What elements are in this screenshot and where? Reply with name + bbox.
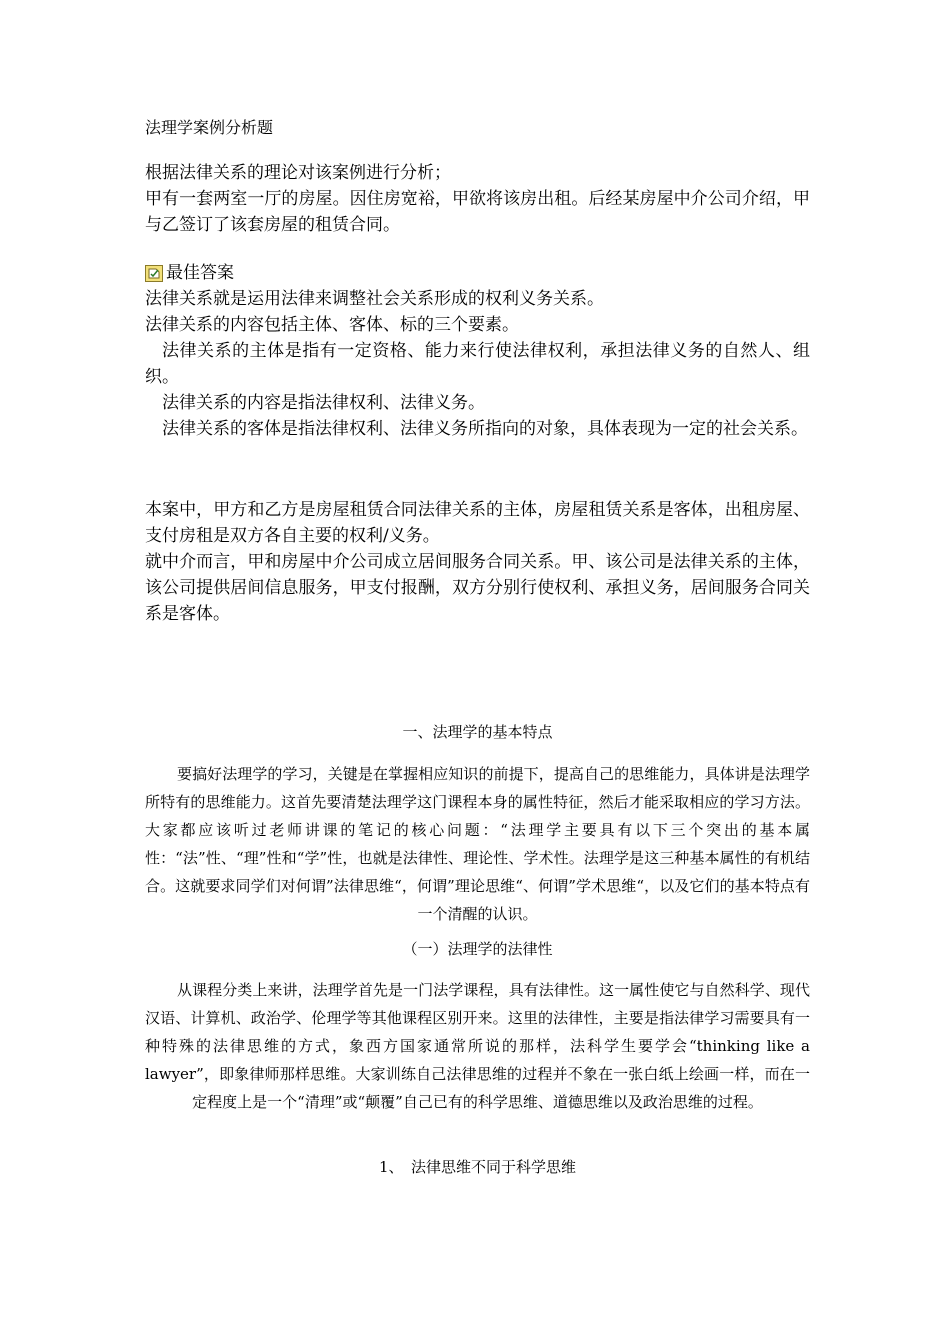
answer-line: 法律关系就是运用法律来调整社会关系形成的权利义务关系。 xyxy=(145,289,604,309)
sub-paragraph: 从课程分类上来讲，法理学首先是一门法学课程，具有法律性。这一属性使它与自然科学、现代汉语、计算机、政治学、伦理学等其他课程区别开来。这里的法律性，主要是指法律学习需要具有一种特殊的法律思维的方式，象西方国家通常所说的那样，法科学生要学会“thinking like a lawyer”，即象律师那样思维。大家训练自己法律思维的过程并不象在一张白纸上绘画一样，而在一定程度上是一个“清理”或“颠覆”自己已有的科学思维、道德思维以及政治思维的过程。 xyxy=(145,981,810,1111)
doc-title: 法理学案例分析题 xyxy=(145,118,274,137)
analysis-paragraph: 就中介而言，甲和房屋中介公司成立居间服务合同关系。甲、该公司是法律关系的主体，该公司提供居间信息服务，甲支付报酬，双方分别行使权利、承担义务，居间服务合同关系是客体。 xyxy=(145,552,810,624)
question-line: 根据法律关系的理论对该案例进行分析； xyxy=(145,163,451,183)
question-text: 甲有一套两室一厅的房屋。因住房宽裕，甲欲将该房出租。后经某房屋中介公司介绍，甲与乙签订了该套房屋的租赁合同。 xyxy=(145,189,810,235)
best-answer-header xyxy=(145,260,810,286)
answer-block xyxy=(145,260,810,442)
best-answer-icon xyxy=(145,265,163,282)
best-answer-label: 最佳答案 xyxy=(166,263,234,283)
question-block xyxy=(145,160,810,238)
analysis-block xyxy=(145,497,810,627)
analysis-paragraph: 本案中，甲方和乙方是房屋租赁合同法律关系的主体，房屋租赁关系是客体，出租房屋、支付房租是双方各自主要的权利/义务。 xyxy=(145,500,810,546)
section-heading: 一、法理学的基本特点 xyxy=(402,723,553,741)
answer-line: 法律关系的客体是指法律权利、法律义务所指向的对象，具体表现为一定的社会关系。 xyxy=(162,419,808,439)
section-paragraph-block xyxy=(145,760,810,928)
answer-line: 法律关系的内容是指法律权利、法律义务。 xyxy=(162,393,485,413)
answer-line: 法律关系的内容包括主体、客体、标的三个要素。 xyxy=(145,315,519,335)
sub-heading: （一）法理学的法律性 xyxy=(402,940,553,958)
answer-line: 法律关系的主体是指有一定资格、能力来行使法律权利，承担法律义务的自然人、组织。 xyxy=(145,341,810,387)
section-paragraph: 要搞好法理学的学习，关键是在掌握相应知识的前提下，提高自己的思维能力，具体讲是法理学所特有的思维能力。这首先要清楚法理学这门课程本身的属性特征，然后才能采取相应的学习方法。大家都应该听过老师讲课的笔记的核心问题：“法理学主要具有以下三个突出的基本属性：“法”性、“理”性和“学”性，也就是法律性、理论性、学术性。法理学是这三种基本属性的有机结合。这就要求同学们对何谓”法律思维“，何谓”理论思维“、何谓”学术思维“，以及它们的基本特点有一个清醒的认识。 xyxy=(145,765,810,923)
sub-paragraph-block xyxy=(145,976,810,1116)
point-heading: 1、 法律思维不同于科学思维 xyxy=(378,1158,577,1176)
